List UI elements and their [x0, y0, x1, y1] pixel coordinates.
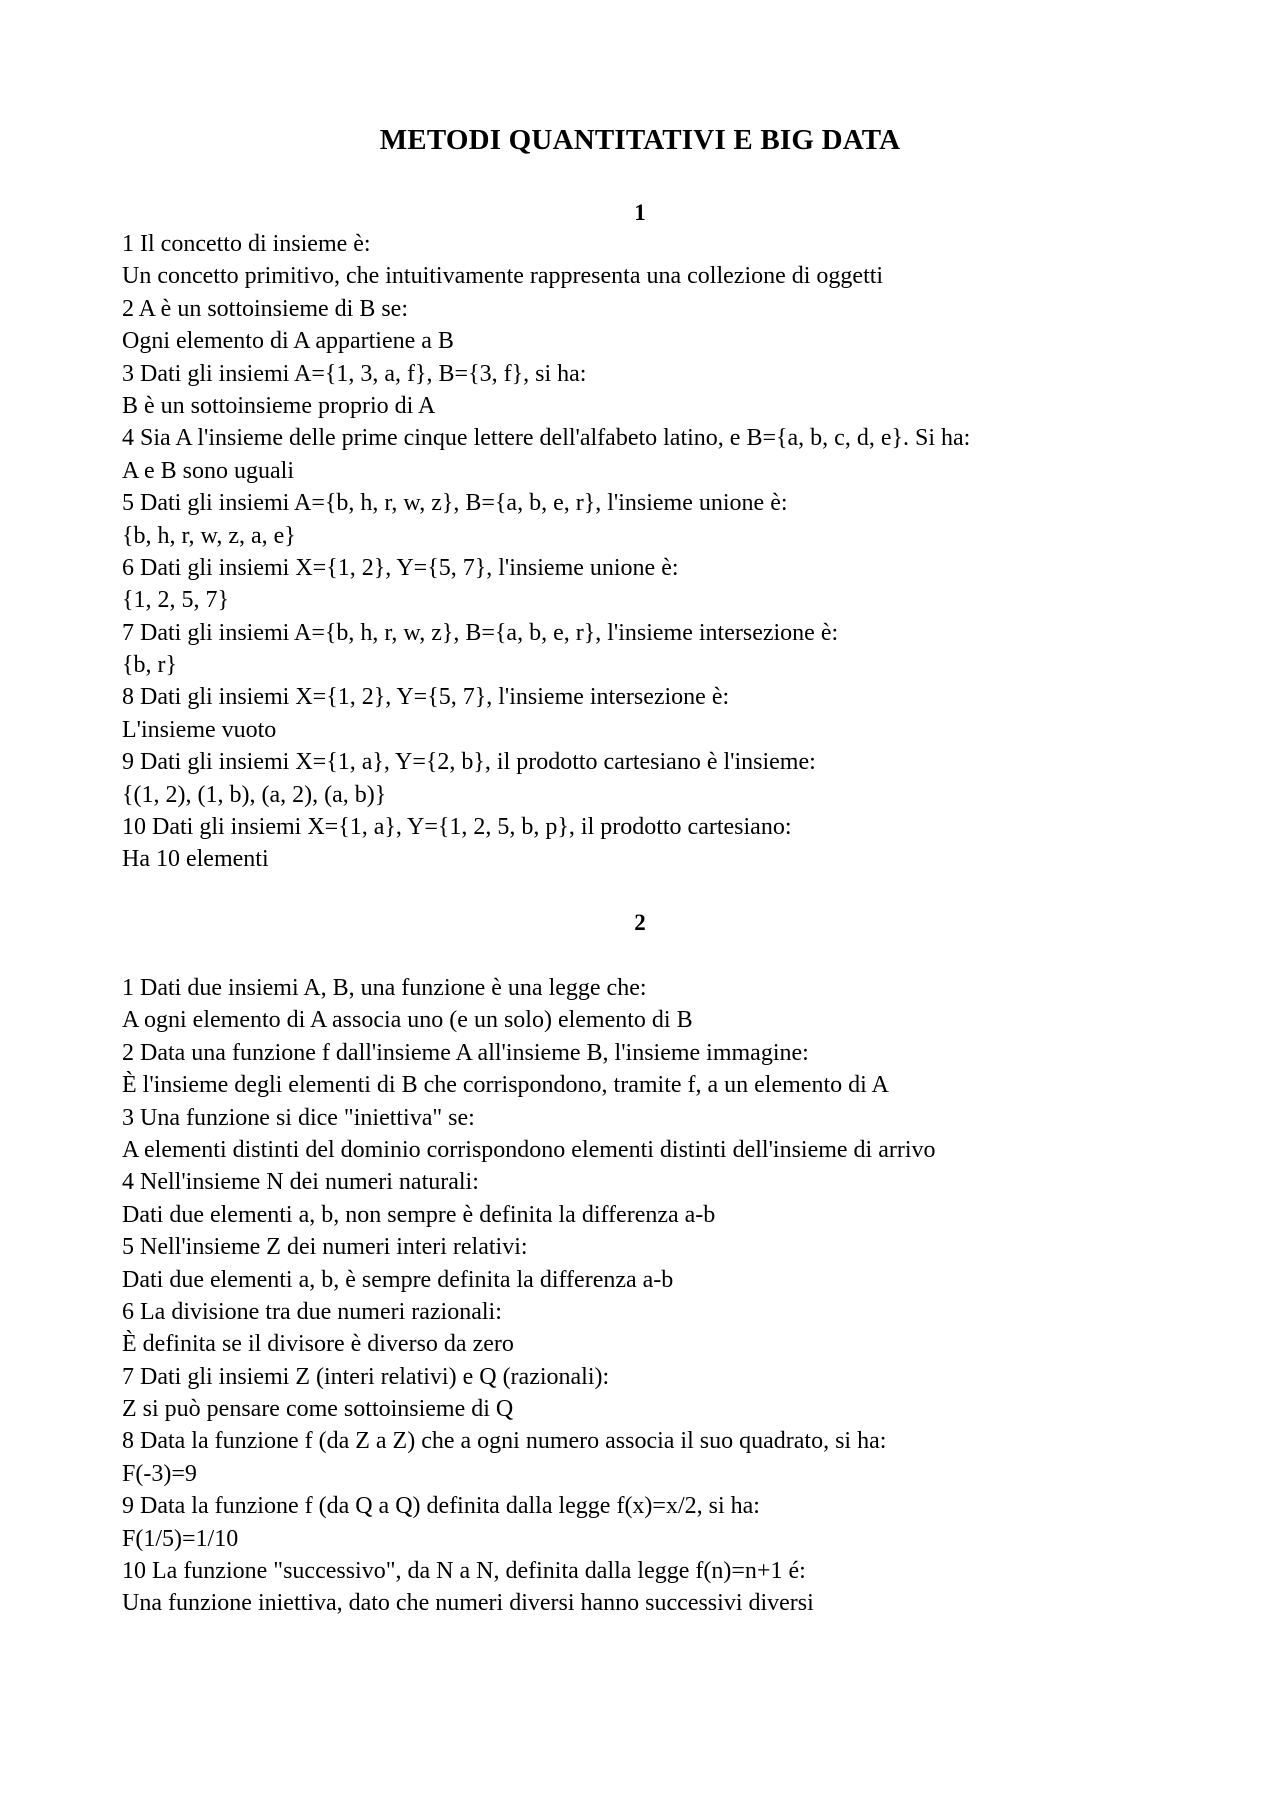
question-text: 1 Dati due insiemi A, B, una funzione è una legge che:	[122, 975, 647, 1001]
question-text: 6 La divisione tra due numeri razionali:	[122, 1298, 502, 1325]
answer-text: Z si può pensare come sottoinsieme di Q	[122, 1396, 514, 1423]
question-text: 10 Dati gli insiemi X={1, a}, Y={1, 2, 5, b, p}, il prodotto cartesiano:	[122, 814, 792, 841]
section-2-qa-list	[122, 972, 1222, 1620]
document-title: METODI QUANTITATIVI E BIG DATA	[379, 124, 901, 156]
question-text: 8 Data la funzione f (da Z a Z) che a ogni numero associa il suo quadrato, si ha:	[122, 1428, 887, 1455]
answer-text: {b, h, r, w, z, a, e}	[122, 522, 296, 549]
answer-text: Ha 10 elementi	[122, 846, 269, 873]
answer-text: A ogni elemento di A associa uno (e un solo) elemento di B	[122, 1007, 693, 1034]
question-text: 3 Una funzione si dice "iniettiva" se:	[122, 1104, 475, 1131]
answer-text: Dati due elementi a, b, non sempre è definita la differenza a-b	[122, 1201, 716, 1228]
answer-text: B è un sottoinsieme proprio di A	[122, 392, 436, 419]
answer-text: {(1, 2), (1, b), (a, 2), (a, b)}	[122, 781, 387, 808]
question-text: 7 Dati gli insiemi A={b, h, r, w, z}, B={a, b, e, r}, l'insieme intersezione è:	[122, 619, 839, 646]
answer-text: L'insieme vuoto	[122, 716, 277, 743]
section-number: 1	[634, 200, 646, 225]
answer-text: Dati due elementi a, b, è sempre definita la differenza a-b	[122, 1266, 674, 1293]
section-1-qa-list	[122, 228, 1222, 876]
question-text: 10 La funzione "successivo", da N a N, definita dalla legge f(n)=n+1 é:	[122, 1558, 806, 1585]
question-text: 9 Data la funzione f (da Q a Q) definita dalla legge f(x)=x/2, si ha:	[122, 1493, 760, 1520]
answer-text: A elementi distinti del dominio corrispondono elementi distinti dell'insieme di arrivo	[122, 1136, 936, 1163]
question-text: 9 Dati gli insiemi X={1, a}, Y={2, b}, il prodotto cartesiano è l'insieme:	[122, 749, 816, 776]
answer-text: È definita se il divisore è diverso da zero	[122, 1331, 514, 1358]
question-text: 3 Dati gli insiemi A={1, 3, a, f}, B={3, f}, si ha:	[122, 360, 587, 387]
answer-text: {b, r}	[122, 652, 178, 679]
answer-text: F(1/5)=1/10	[122, 1525, 239, 1552]
answer-text: Un concetto primitivo, che intuitivamente rappresenta una collezione di oggetti	[122, 263, 884, 290]
question-text: 5 Nell'insieme Z dei numeri interi relativi:	[122, 1234, 528, 1261]
answer-text: Ogni elemento di A appartiene a B	[122, 328, 454, 355]
answer-text: {1, 2, 5, 7}	[122, 587, 230, 614]
question-text: 1 Il concetto di insieme è:	[122, 231, 371, 257]
answer-text: Una funzione iniettiva, dato che numeri diversi hanno successivi diversi	[122, 1590, 814, 1617]
answer-text: È l'insieme degli elementi di B che corrispondono, tramite f, a un elemento di A	[122, 1072, 889, 1099]
section-number: 2	[634, 910, 646, 935]
answer-text: F(-3)=9	[122, 1460, 197, 1487]
question-text: 2 A è un sottoinsieme di B se:	[122, 295, 408, 322]
question-text: 8 Dati gli insiemi X={1, 2}, Y={5, 7}, l'insieme intersezione è:	[122, 684, 730, 711]
question-text: 4 Sia A l'insieme delle prime cinque lettere dell'alfabeto latino, e B={a, b, c, d, e}. Si ha:	[122, 425, 971, 452]
question-text: 2 Data una funzione f dall'insieme A all'insieme B, l'insieme immagine:	[122, 1039, 809, 1066]
question-text: 6 Dati gli insiemi X={1, 2}, Y={5, 7}, l'insieme unione è:	[122, 554, 679, 581]
question-text: 4 Nell'insieme N dei numeri naturali:	[122, 1169, 479, 1196]
answer-text: A e B sono uguali	[122, 457, 294, 484]
question-text: 7 Dati gli insiemi Z (interi relativi) e Q (razionali):	[122, 1363, 610, 1390]
question-text: 5 Dati gli insiemi A={b, h, r, w, z}, B={a, b, e, r}, l'insieme unione è:	[122, 490, 788, 517]
